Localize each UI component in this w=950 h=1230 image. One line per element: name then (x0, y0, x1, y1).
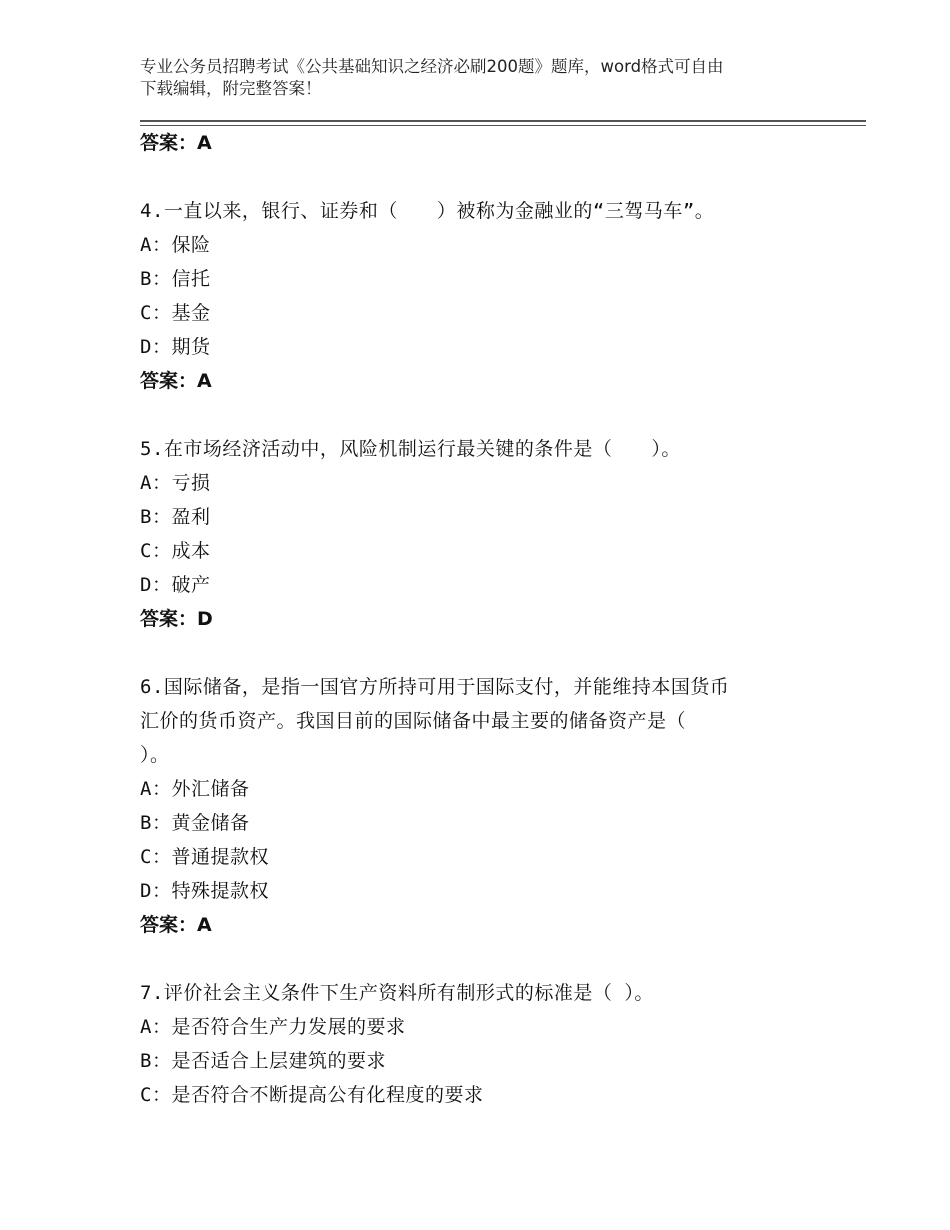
option-d: D：破产 (140, 574, 211, 596)
question-text: 5.在市场经济活动中，风险机制运行最关键的条件是（ ）。 (140, 438, 681, 460)
answer-label: 答案：A (140, 132, 212, 154)
question-5 (140, 432, 840, 636)
answer-label: 答案：D (140, 608, 213, 630)
option-a: A：外汇储备 (140, 778, 250, 800)
option-b: B：是否适合上层建筑的要求 (140, 1050, 386, 1072)
question-text: 7.评价社会主义条件下生产资料所有制形式的标准是（ ）。 (140, 982, 654, 1004)
question-text: 6.国际储备，是指一国官方所持可用于国际支付，并能维持本国货币 (140, 676, 730, 698)
question-7 (140, 976, 840, 1112)
option-c: C：基金 (140, 302, 211, 324)
option-b: B：信托 (140, 268, 211, 290)
question-4 (140, 194, 840, 398)
header-line-1: 专业公务员招聘考试《公共基础知识之经济必刷200题》题库，word格式可自由 (140, 57, 724, 76)
option-b: B：盈利 (140, 506, 211, 528)
question-6 (140, 670, 840, 942)
option-c: C：是否符合不断提高公有化程度的要求 (140, 1084, 484, 1106)
option-d: D：期货 (140, 336, 211, 358)
option-b: B：黄金储备 (140, 812, 250, 834)
option-d: D：特殊提款权 (140, 880, 269, 902)
question-text: 汇价的货币资产。我国目前的国际储备中最主要的储备资产是（ (140, 710, 687, 732)
option-c: C：成本 (140, 540, 211, 562)
header-rule-thick (140, 120, 866, 122)
document-header (140, 56, 830, 100)
option-a: A：亏损 (140, 472, 211, 494)
answer-label: 答案：A (140, 370, 212, 392)
option-a: A：保险 (140, 234, 211, 256)
option-c: C：普通提款权 (140, 846, 269, 868)
question-list (140, 126, 840, 1112)
option-a: A：是否符合生产力发展的要求 (140, 1016, 406, 1038)
question-text: ）。 (140, 744, 170, 766)
header-line-2: 下载编辑，附完整答案！ (140, 79, 322, 98)
answer-label: 答案：A (140, 914, 212, 936)
question-text: 4.一直以来，银行、证券和（ ）被称为金融业的“三驾马车”。 (140, 200, 715, 222)
